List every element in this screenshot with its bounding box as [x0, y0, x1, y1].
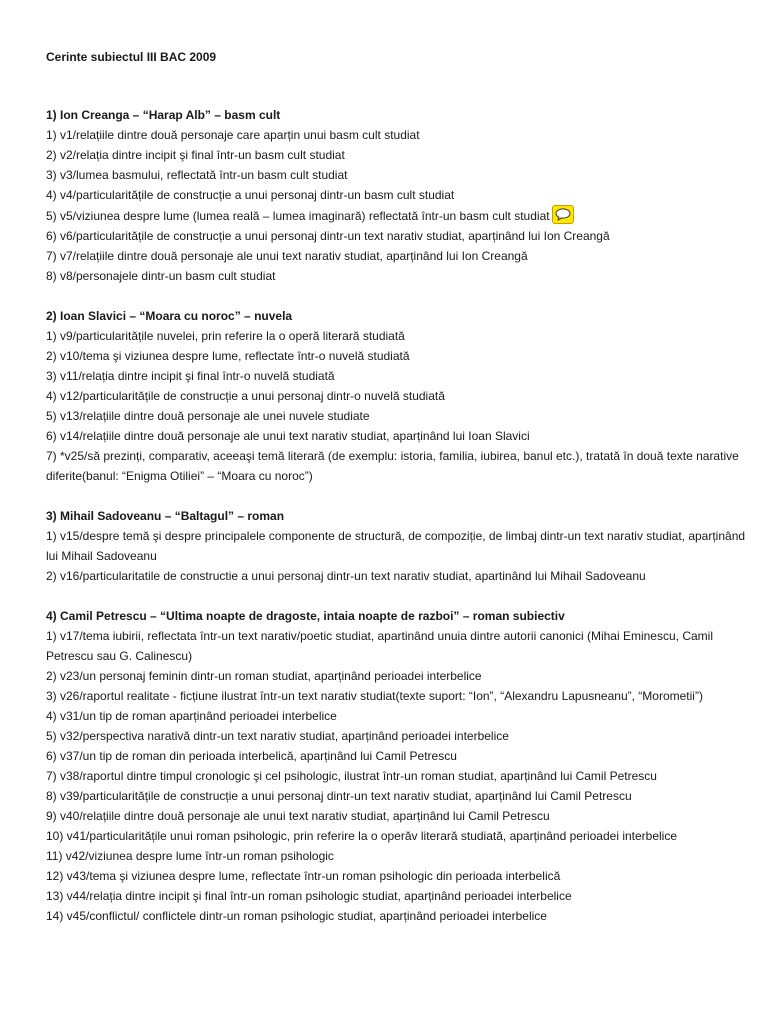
sections-container: [46, 105, 748, 926]
list-item: [46, 246, 748, 266]
section-sadoveanu: [46, 506, 748, 586]
item-text: 5) v13/relațiile dintre două personaje ale unei nuvele studiate: [46, 409, 370, 423]
section-slavici: [46, 306, 748, 486]
list-item: [46, 566, 748, 586]
section-petrescu: [46, 606, 748, 926]
list-item: [46, 686, 748, 706]
item-text: 2) v2/relația dintre incipit şi final într-un basm cult studiat: [46, 148, 345, 162]
list-item: [46, 125, 748, 145]
item-text: 2) v23/un personaj feminin dintr-un roman studiat, aparținând perioadei interbelice: [46, 669, 482, 683]
item-text: 7) *v25/să prezinți, comparativ, aceeaşi temă literară (de exemplu: istoria, familia, iubirea, banul etc.), tratată în două texte narative diferite(banul: “Enigma Otiliei” – “Moara cu noroc”): [46, 449, 739, 483]
list-item: [46, 185, 748, 205]
item-text: 11) v42/viziunea despre lume într-un roman psihologic: [46, 849, 334, 863]
list-item: [46, 426, 748, 446]
list-item: [46, 346, 748, 366]
item-text: 6) v14/relațiile dintre două personaje ale unui text narativ studiat, aparținând lui Ioan Slavici: [46, 429, 530, 443]
list-item: [46, 326, 748, 346]
item-text: 5) v32/perspectiva narativă dintr-un text narativ studiat, aparținând perioadei interbelice: [46, 729, 509, 743]
item-text: 9) v40/relațiile dintre două personaje ale unui text narativ studiat, aparținând lui Camil Petrescu: [46, 809, 550, 823]
list-item: [46, 626, 748, 666]
list-item: [46, 726, 748, 746]
item-text: 2) v16/particularitatile de constructie a unui personaj dintr-un text narativ studiat, apartinând lui Mihail Sadoveanu: [46, 569, 646, 583]
list-item: [46, 766, 748, 786]
item-text: 1) v1/relațiile dintre două personaje care aparțin unui basm cult studiat: [46, 128, 420, 142]
item-text: 3) v26/raportul realitate - ficțiune ilustrat într-un text narativ studiat(texte suport: “Ion”, “Alexandru Lapusneanu”, “Morometii”): [46, 689, 703, 703]
item-text: 5) v5/viziunea despre lume (lumea reală – lumea imaginară) reflectată într-un basm cult studiat: [46, 209, 550, 223]
list-item: [46, 786, 748, 806]
list-item: [46, 886, 748, 906]
section-heading: 1) Ion Creanga – “Harap Alb” – basm cult: [46, 108, 281, 122]
list-item: [46, 266, 748, 286]
list-item: [46, 746, 748, 766]
section-heading: 4) Camil Petrescu – “Ultima noapte de dragoste, intaia noapte de razboi” – roman subiectiv: [46, 609, 565, 623]
item-text: 8) v8/personajele dintr-un basm cult studiat: [46, 269, 276, 283]
item-text: 3) v3/lumea basmului, reflectată într-un basm cult studiat: [46, 168, 348, 182]
list-item: [46, 906, 748, 926]
list-item: [46, 706, 748, 726]
section-heading: 3) Mihail Sadoveanu – “Baltagul” – roman: [46, 509, 285, 523]
list-item: [46, 666, 748, 686]
item-text: 4) v31/un tip de roman aparținând perioadei interbelice: [46, 709, 337, 723]
list-item: [46, 386, 748, 406]
item-text: 12) v43/tema şi viziunea despre lume, reflectate într-un roman psihologic din perioada interbelică: [46, 869, 561, 883]
item-text: 14) v45/conflictul/ conflictele dintr-un roman psihologic studiat, aparținând perioadei interbelice: [46, 909, 547, 923]
item-text: 2) v10/tema şi viziunea despre lume, reflectate într-o nuvelă studiată: [46, 349, 410, 363]
item-text: 1) v15/despre temă şi despre principalele componente de structură, de compoziție, de limbaj dintr-un text narativ studiat, aparținând lui Mihail Sadoveanu: [46, 529, 746, 563]
list-item: [46, 165, 748, 185]
list-item: [46, 145, 748, 165]
item-text: 6) v37/un tip de roman din perioada interbelică, aparținând lui Camil Petrescu: [46, 749, 457, 763]
item-text: 1) v17/tema iubirii, reflectata într-un text narativ/poetic studiat, apartinând unuia dintre autorii canonici (Mihai Eminescu, Camil Petrescu sau G. Calinescu): [46, 629, 713, 663]
list-item: [46, 526, 748, 566]
list-item: [46, 806, 748, 826]
list-item: [46, 205, 748, 226]
item-text: 13) v44/relația dintre incipit şi final într-un roman psihologic studiat, aparținând perioadei interbelice: [46, 889, 572, 903]
item-text: 1) v9/particularitățile nuvelei, prin referire la o operă literară studiată: [46, 329, 405, 343]
item-text: 6) v6/particularitățile de construcție a unui personaj dintr-un text narativ studiat, aparținând lui Ion Creangă: [46, 229, 610, 243]
item-text: 3) v11/relația dintre incipit şi final într-o nuvelă studiată: [46, 369, 335, 383]
item-text: 4) v12/particularitățile de construcție a unui personaj dintr-o nuvelă studiată: [46, 389, 445, 403]
list-item: [46, 826, 748, 846]
section-heading: 2) Ioan Slavici – “Moara cu noroc” – nuvela: [46, 309, 293, 323]
list-item: [46, 226, 748, 246]
list-item: [46, 406, 748, 426]
section-creanga: [46, 105, 748, 286]
list-item: [46, 846, 748, 866]
item-text: 7) v7/relațiile dintre două personaje ale unui text narativ studiat, aparținând lui Ion Creangă: [46, 249, 528, 263]
comment-icon[interactable]: [552, 205, 574, 224]
item-text: 8) v39/particularitățile de construcție a unui personaj dintr-un text narativ studiat, aparținând lui Camil Petrescu: [46, 789, 632, 803]
item-text: 4) v4/particularitățile de construcție a unui personaj dintr-un basm cult studiat: [46, 188, 455, 202]
list-item: [46, 366, 748, 386]
list-item: [46, 866, 748, 886]
document-title: Cerinte subiectul III BAC 2009: [46, 50, 217, 64]
list-item: [46, 446, 748, 486]
item-text: 7) v38/raportul dintre timpul cronologic şi cel psihologic, ilustrat într-un roman studiat, aparținând lui Camil Petrescu: [46, 769, 657, 783]
item-text: 10) v41/particularitățile unui roman psihologic, prin referire la o operăv literară studiată, aparținând perioadei interbelice: [46, 829, 678, 843]
